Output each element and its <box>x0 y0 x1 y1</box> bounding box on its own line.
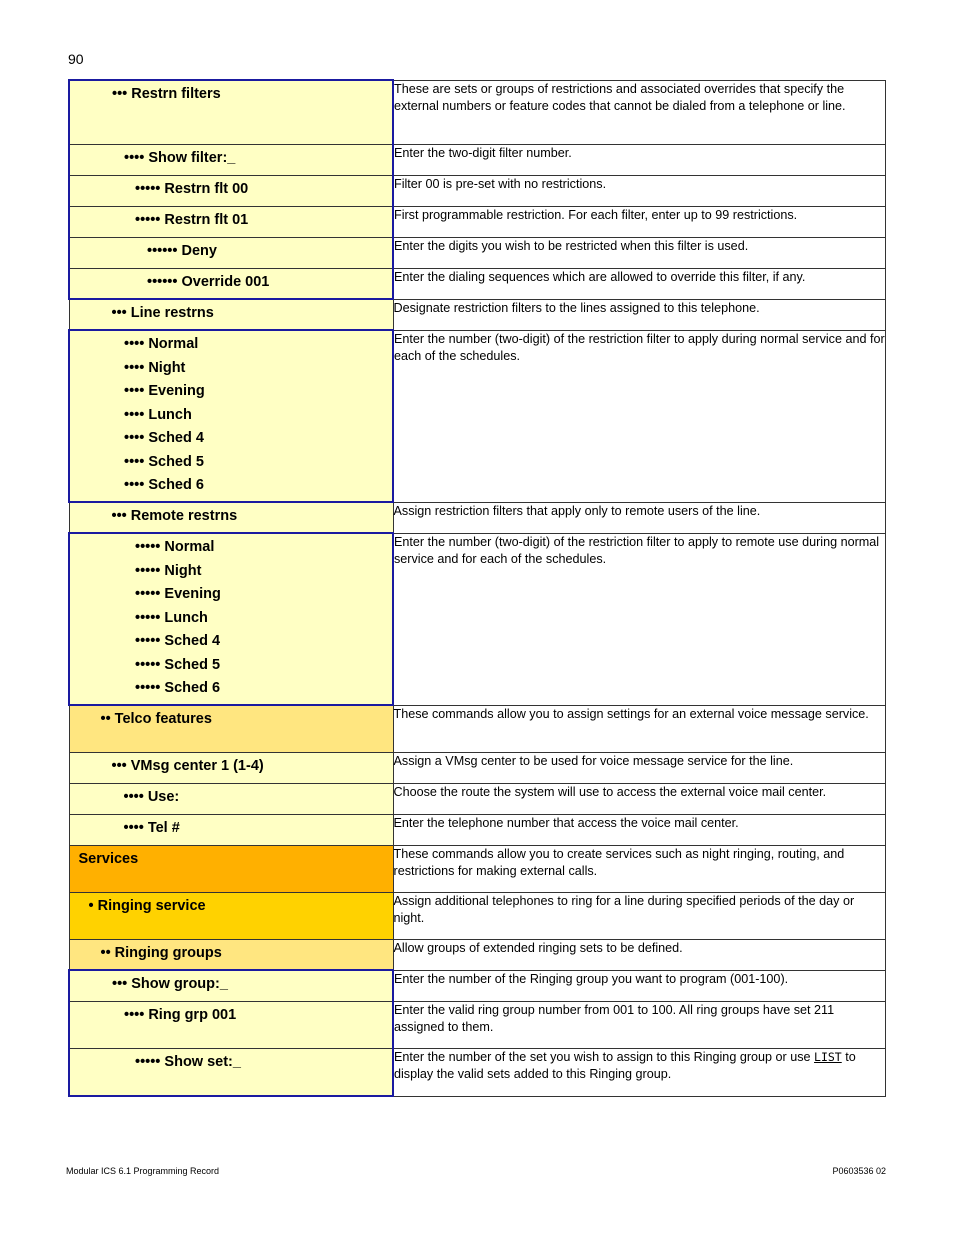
table-row <box>69 892 886 939</box>
table-row <box>69 206 886 237</box>
menu-item-label: ••••• Show set:_ <box>135 1053 241 1070</box>
table-row <box>69 330 886 502</box>
table-row <box>69 845 886 892</box>
menu-item-cell <box>69 1001 393 1048</box>
menu-item-cell <box>69 892 393 939</box>
table-row <box>69 144 886 175</box>
table-row <box>69 268 886 299</box>
menu-item-cell <box>69 783 393 814</box>
menu-item-label: ••• VMsg center 1 (1-4) <box>111 757 264 774</box>
menu-item-cell <box>69 1048 393 1096</box>
description-text-continued: to display the valid sets added to this Ringing group. <box>394 1049 856 1081</box>
menu-item-cell <box>69 970 393 1001</box>
menu-item-label: •••••• Deny <box>147 242 217 259</box>
menu-item-label: •••• Sched 4 <box>124 430 204 446</box>
menu-item-label: • Ringing service <box>88 897 206 914</box>
table-row <box>69 502 886 533</box>
table-row <box>69 970 886 1001</box>
description-text: Choose the route the system will use to access the external voice mail center. <box>393 784 827 799</box>
menu-item-label: •••• Use: <box>123 788 180 805</box>
description-cell <box>393 705 886 752</box>
description-text: Enter the number of the Ringing group you want to program (001-100). <box>394 971 789 986</box>
menu-item-label: ••••• Restrn flt 01 <box>135 211 249 228</box>
table-row <box>69 1001 886 1048</box>
menu-item-label: •••• Show filter:_ <box>124 149 236 166</box>
menu-item-label: ••••• Sched 6 <box>135 680 221 696</box>
description-text: Enter the valid ring group number from 001 to 100. All ring groups have set 211 assigned to them. <box>394 1002 835 1034</box>
menu-item-cell <box>69 80 393 144</box>
table-row <box>69 533 886 705</box>
description-text: Assign a VMsg center to be used for voice message service for the line. <box>393 753 794 768</box>
menu-item-label: ••••• Evening <box>135 586 221 602</box>
table-row <box>69 237 886 268</box>
description-cell <box>393 175 886 206</box>
menu-item-label: •••• Sched 6 <box>124 477 204 493</box>
table-row <box>69 80 886 144</box>
menu-item-label: •••• Night <box>124 359 186 376</box>
menu-item-label: •••• Evening <box>124 383 205 399</box>
description-text: First programmable restriction. For each filter, enter up to 99 restrictions. <box>394 207 798 222</box>
menu-item-cell <box>69 705 393 752</box>
menu-item-label: •••• Sched 5 <box>124 453 204 470</box>
description-text: These commands allow you to assign settings for an external voice message service. <box>393 706 869 721</box>
menu-item-label: •••• Lunch <box>124 406 192 423</box>
description-cell <box>393 845 886 892</box>
table-row <box>69 939 886 970</box>
table-row <box>69 705 886 752</box>
description-text: Designate restriction filters to the lines assigned to this telephone. <box>393 300 760 315</box>
description-cell <box>393 144 886 175</box>
description-text: Enter the two-digit filter number. <box>394 145 572 160</box>
description-text: Assign additional telephones to ring for a line during specified periods of the day or night. <box>393 893 855 925</box>
menu-item-label: ••• Remote restrns <box>111 508 238 524</box>
description-text: Enter the number (two-digit) of the restriction filter to apply during normal service and for each of the schedules. <box>394 331 885 363</box>
description-cell <box>393 939 886 970</box>
menu-item-label: ••••• Sched 4 <box>135 633 221 649</box>
footer-doc-number: P0603536 02 <box>832 1166 886 1176</box>
menu-item-cell <box>69 814 393 845</box>
menu-item-label: •••• Normal <box>124 336 199 352</box>
table-row <box>69 175 886 206</box>
menu-item-label: ••• Show group:_ <box>112 976 228 992</box>
menu-item-cell <box>69 175 393 206</box>
menu-item-cell <box>69 845 393 892</box>
menu-item-label: Services <box>78 850 139 867</box>
menu-item-cell <box>69 533 393 705</box>
description-cell <box>393 299 886 330</box>
description-cell <box>393 237 886 268</box>
menu-item-label: ••• Restrn filters <box>112 86 221 102</box>
description-cell <box>393 533 886 705</box>
description-text: Enter the telephone number that access the voice mail center. <box>393 815 739 830</box>
table-row <box>69 814 886 845</box>
menu-item-label: •• Ringing groups <box>100 944 222 961</box>
table-row <box>69 752 886 783</box>
menu-item-label: ••••• Restrn flt 00 <box>135 180 249 197</box>
menu-item-label: ••••• Night <box>135 562 202 579</box>
description-cell <box>393 268 886 299</box>
description-text: Assign restriction filters that apply only to remote users of the line. <box>393 503 761 518</box>
menu-item-cell <box>69 299 393 330</box>
description-cell <box>393 814 886 845</box>
description-text: Enter the digits you wish to be restricted when this filter is used. <box>394 238 749 253</box>
menu-item-label: •••••• Override 001 <box>147 273 270 290</box>
menu-item-label: •••• Tel # <box>123 819 180 836</box>
programming-record-table <box>68 79 886 1097</box>
menu-item-label: ••••• Normal <box>135 539 215 555</box>
description-cell <box>393 206 886 237</box>
description-cell <box>393 502 886 533</box>
description-cell <box>393 1001 886 1048</box>
description-cell <box>393 80 886 144</box>
description-cell <box>393 330 886 502</box>
description-text: Enter the number (two-digit) of the restriction filter to apply to remote use during normal service and for each of the schedules. <box>394 534 880 566</box>
footer-title: Modular ICS 6.1 Programming Record <box>66 1166 220 1176</box>
menu-item-cell <box>69 268 393 299</box>
menu-item-cell <box>69 144 393 175</box>
menu-item-label: ••••• Lunch <box>135 609 208 626</box>
description-cell <box>393 752 886 783</box>
menu-item-label: •••• Ring grp 001 <box>124 1006 237 1023</box>
menu-item-cell <box>69 752 393 783</box>
menu-item-cell <box>69 502 393 533</box>
menu-item-cell <box>69 237 393 268</box>
description-text: Filter 00 is pre-set with no restrictions. <box>394 176 607 191</box>
description-cell <box>393 892 886 939</box>
menu-item-label: •• Telco features <box>100 711 212 727</box>
page-number: 90 <box>68 51 84 67</box>
description-cell <box>393 970 886 1001</box>
table-row <box>69 299 886 330</box>
table-row <box>69 783 886 814</box>
menu-item-cell <box>69 939 393 970</box>
table-row <box>69 1048 886 1096</box>
list-key-label: LIST <box>814 1049 842 1064</box>
description-text: These are sets or groups of restrictions and associated overrides that specify the external numbers or feature codes that cannot be dialed from a telephone or line. <box>394 81 846 113</box>
description-text: Enter the dialing sequences which are allowed to override this filter, if any. <box>394 269 806 284</box>
description-text: Enter the number of the set you wish to assign to this Ringing group or use <box>394 1049 811 1064</box>
menu-item-cell <box>69 330 393 502</box>
description-text: Allow groups of extended ringing sets to be defined. <box>393 940 683 955</box>
description-cell <box>393 783 886 814</box>
description-text: These commands allow you to create services such as night ringing, routing, and restrictions for making external calls. <box>393 846 845 878</box>
menu-item-label: ••• Line restrns <box>111 305 214 321</box>
menu-item-label: ••••• Sched 5 <box>135 656 221 673</box>
description-cell <box>393 1048 886 1096</box>
menu-item-cell <box>69 206 393 237</box>
